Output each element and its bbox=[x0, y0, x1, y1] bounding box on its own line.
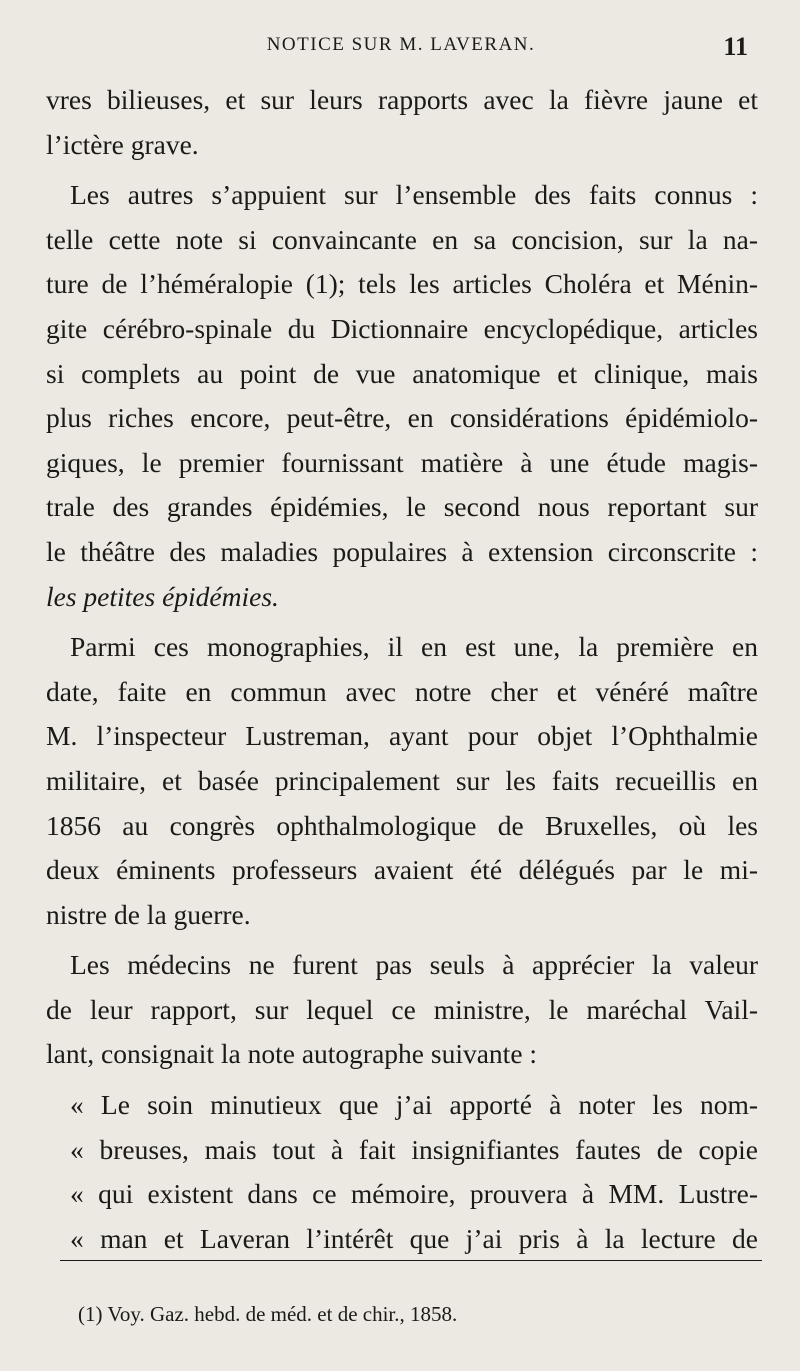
quoted-line: « Le soin minutieux que j’ai apporté à noter les nom- bbox=[70, 1089, 758, 1121]
quoted-line: « qui existent dans ce mémoire, prouvera à MM. Lustre- bbox=[70, 1178, 758, 1210]
text-line: telle cette note si convaincante en sa concision, sur la na- bbox=[46, 223, 758, 255]
footnote-divider bbox=[60, 1260, 762, 1261]
quoted-line: « breuses, mais tout à fait insignifiantes fautes de copie bbox=[70, 1133, 758, 1165]
text-line: Parmi ces monographies, il en est une, la première en bbox=[70, 631, 758, 663]
text-line: les petites épidémies. bbox=[46, 580, 279, 612]
text-line: vres bilieuses, et sur leurs rapports avec la fièvre jaune et bbox=[46, 84, 758, 115]
text-line: date, faite en commun avec notre cher et vénéré maître bbox=[46, 675, 758, 707]
text-line: Les autres s’appuient sur l’ensemble des faits connus : bbox=[70, 179, 758, 211]
text-line: M. l’inspecteur Lustreman, ayant pour objet l’Ophthalmie bbox=[46, 720, 758, 752]
page-header bbox=[48, 34, 754, 64]
text-line: ture de l’héméralopie (1); tels les articles Choléra et Ménin- bbox=[46, 268, 758, 300]
text-line: 1856 au congrès ophthalmologique de Bruxelles, où les bbox=[46, 809, 758, 841]
quoted-line: « man et Laveran l’intérêt que j’ai pris à la lecture de bbox=[70, 1222, 758, 1254]
text-line: l’ictère grave. bbox=[46, 128, 199, 160]
text-line: plus riches encore, peut-être, en considérations épidémiolo- bbox=[46, 402, 758, 434]
body-text bbox=[46, 78, 758, 1261]
running-title: NOTICE SUR M. LAVERAN. bbox=[266, 34, 536, 55]
text-line: lant, consignait la note autographe suivante : bbox=[46, 1038, 538, 1070]
footnote: (1) Voy. Gaz. hebd. de méd. et de chir., 1858. bbox=[78, 1302, 458, 1326]
text-line: Les médecins ne furent pas seuls à apprécier la valeur bbox=[70, 949, 758, 981]
text-line: le théâtre des maladies populaires à extension circonscrite : bbox=[46, 535, 758, 567]
text-line: deux éminents professeurs avaient été délégués par le mi- bbox=[46, 854, 758, 886]
text-line: trale des grandes épidémies, le second nous reportant sur bbox=[46, 491, 758, 523]
text-line: giques, le premier fournissant matière à une étude magis- bbox=[46, 446, 758, 478]
text-line: militaire, et basée principalement sur les faits recueillis en bbox=[46, 764, 758, 796]
page-number: 11 bbox=[723, 32, 748, 61]
text-line: si complets au point de vue anatomique et clinique, mais bbox=[46, 357, 758, 389]
text-line: de leur rapport, sur lequel ce ministre, le maréchal Vail- bbox=[46, 993, 758, 1025]
text-line: gite cérébro-spinale du Dictionnaire encyclopédique, articles bbox=[46, 312, 758, 344]
text-line: nistre de la guerre. bbox=[46, 898, 251, 930]
